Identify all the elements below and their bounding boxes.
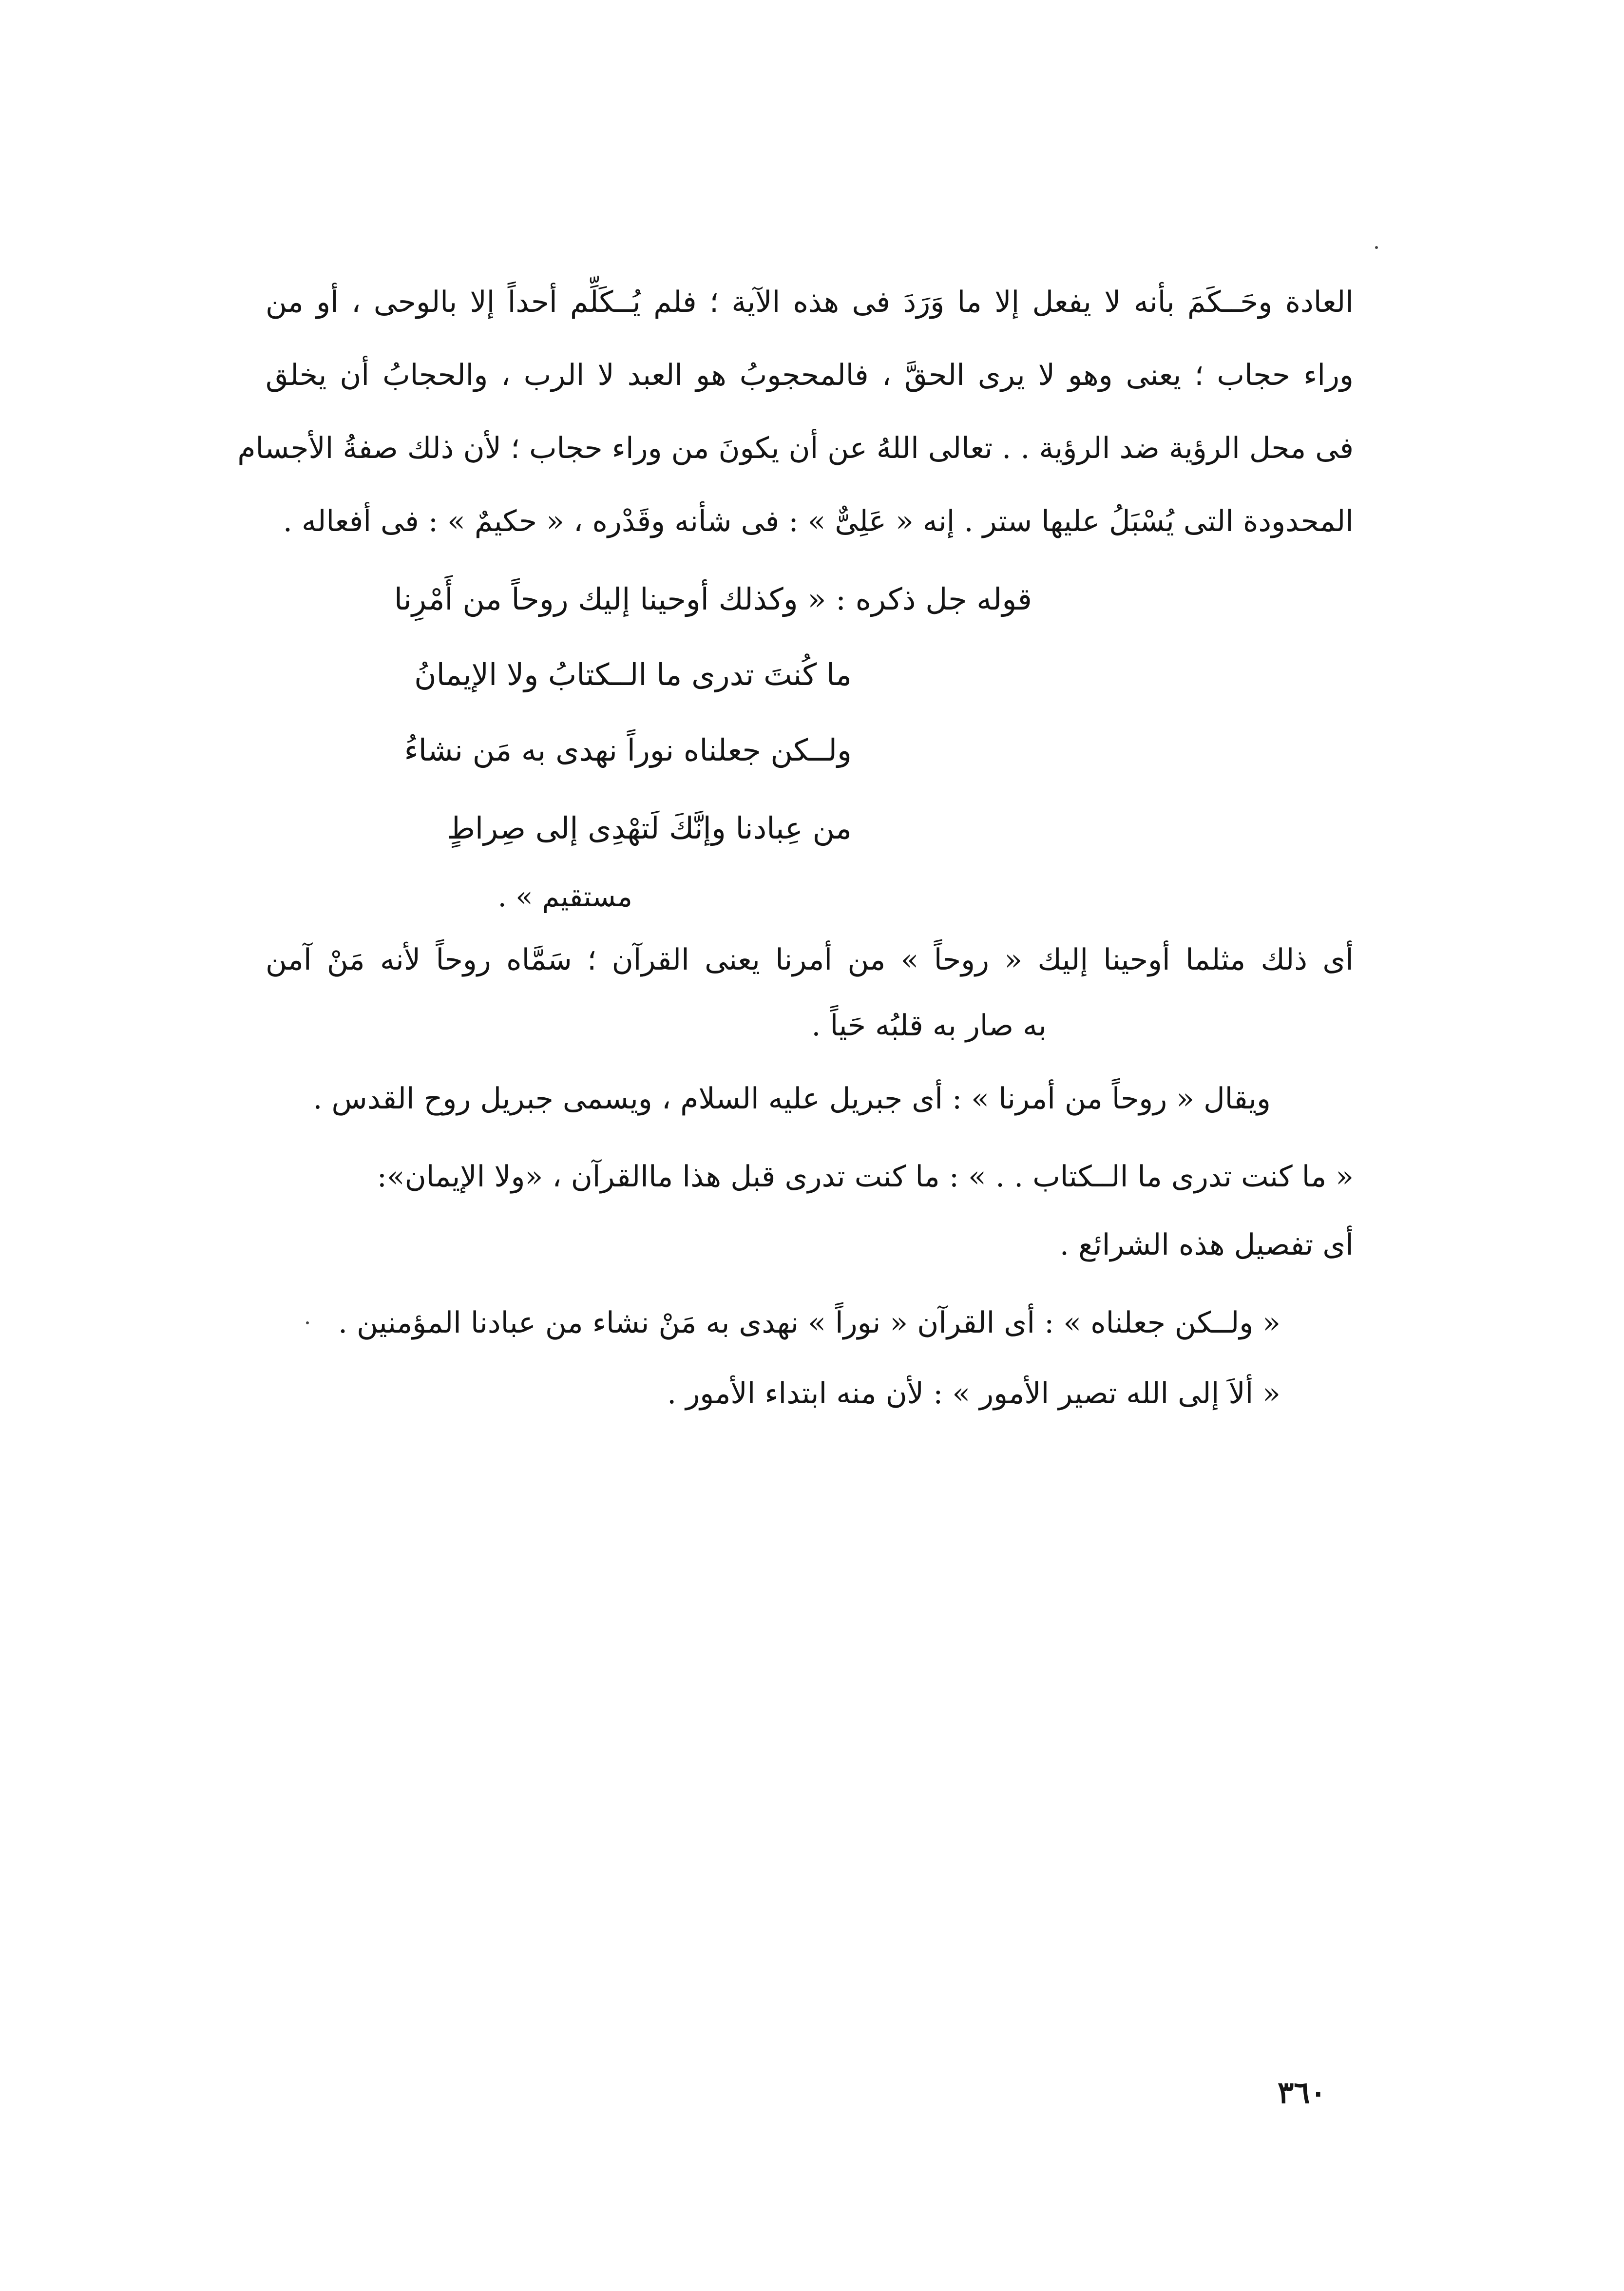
scan-speck bbox=[1375, 246, 1378, 249]
verse-line-3: ولــكن جعلناه نوراً نهدى به مَن نشاءُ bbox=[404, 732, 852, 768]
paragraph-2-line-2: به صار به قلبُه حَياً . bbox=[811, 1009, 1047, 1043]
paragraph-2-line-1: أى ذلك مثلما أوحينا إليك « روحاً » من أمرنا يعنى القرآن ؛ سَمَّاه روحاً لأنه مَنْ آمن bbox=[266, 943, 1354, 977]
paragraph-1-line-3: فى محل الرؤية ضد الرؤية . . تعالى اللهُ عن أن يكونَ من وراء حجاب ؛ لأن ذلك صفةُ الأجسام bbox=[237, 431, 1354, 465]
paragraph-6: « ألاَ إلى الله تصير الأمور » : لأن منه ابتداء الأمور . bbox=[667, 1376, 1280, 1411]
paragraph-3: ويقال « روحاً من أمرنا » : أى جبريل عليه السلام ، ويسمى جبريل روح القدس . bbox=[313, 1082, 1271, 1116]
verse-line-4: من عِبادنا وإنَّكَ لَتهْدِى إلى صِراطٍ bbox=[447, 810, 852, 846]
paragraph-4-line-2: أى تفصيل هذه الشرائع . bbox=[1059, 1228, 1354, 1262]
scan-speck bbox=[306, 1321, 309, 1324]
verse-line-1: قوله جل ذكره : « وكذلك أوحينا إليك روحاً من أَمْرِنا bbox=[394, 581, 1032, 617]
paragraph-1-line-4: المحدودة التى يُسْبَلُ عليها ستر . إنه « عَلِىٌّ » : فى شأنه وقَدْره ، « حكيمٌ » : فى أفعاله . bbox=[283, 504, 1354, 538]
page-number: ٣٦٠ bbox=[1278, 2075, 1326, 2110]
verse-line-2: ما كُنتَ تدرى ما الــكتابُ ولا الإيمانُ bbox=[414, 657, 852, 692]
paragraph-5: « ولــكن جعلناه » : أى القرآن « نوراً » نهدى به مَنْ نشاء من عبادنا المؤمنين . bbox=[338, 1306, 1280, 1340]
paragraph-4-line-1: « ما كنت تدرى ما الــكتاب . . » : ما كنت تدرى قبل هذا ماالقرآن ، «ولا الإيمان»: bbox=[377, 1160, 1354, 1194]
paragraph-1-line-2: وراء حجاب ؛ يعنى وهو لا يرى الحقَّ ، فالمحجوبُ هو العبد لا الرب ، والحجابُ أن يخلق bbox=[266, 358, 1354, 392]
paragraph-1-line-1: العادة وحَــكَمَ بأنه لا يفعل إلا ما وَرَدَ فى هذه الآية ؛ فلم يُــكَلِّم أحداً إلا بالوحى ، أو من bbox=[266, 285, 1354, 319]
verse-line-5: مستقيم » . bbox=[497, 880, 632, 913]
